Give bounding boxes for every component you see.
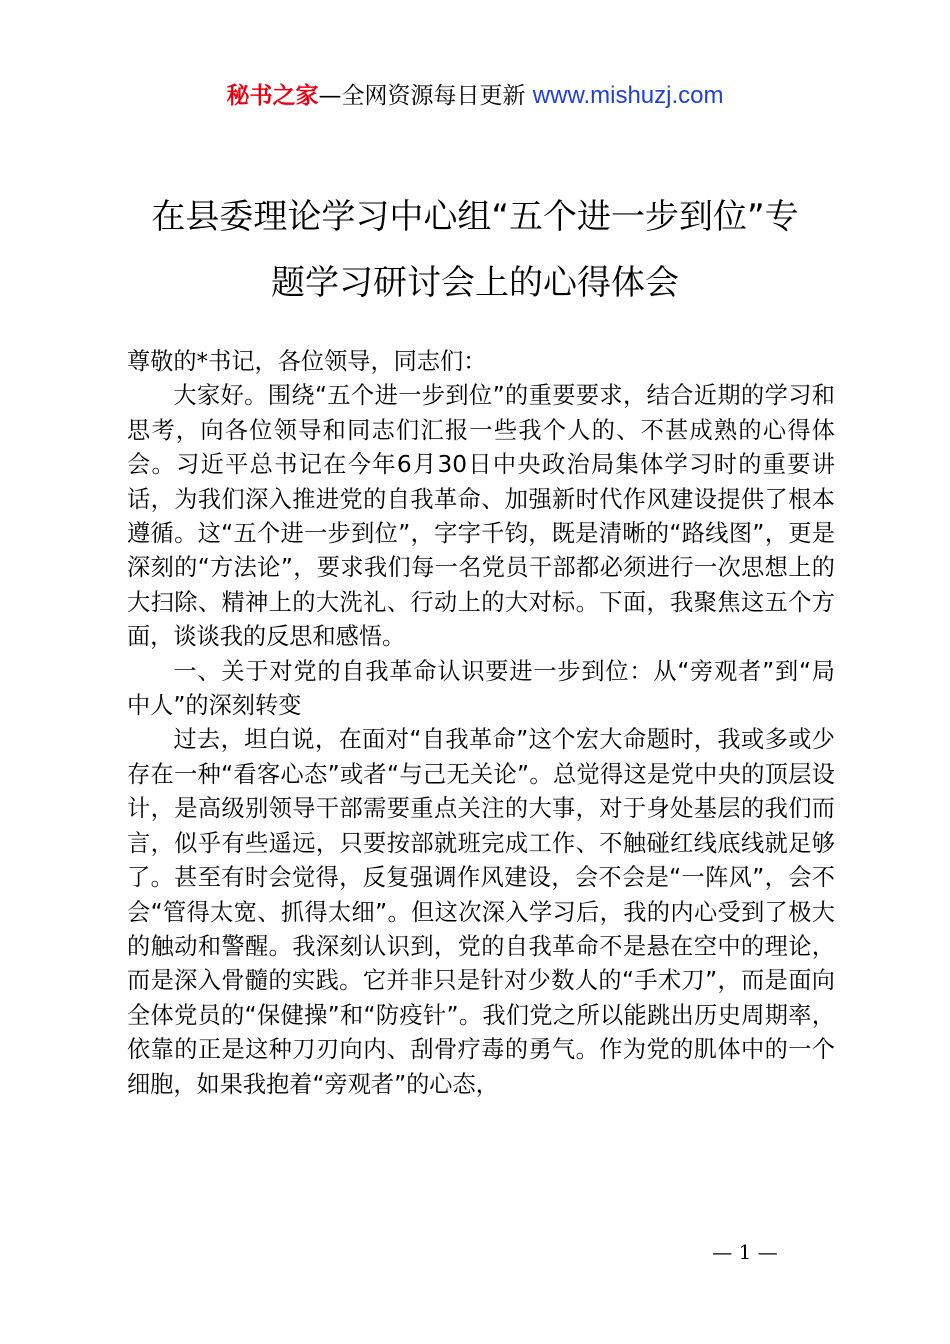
- body-paragraph-intro: 大家好。围绕“五个进一步到位”的重要要求，结合近期的学习和思考，向各位领导和同志们汇报一些我个人的、不甚成熟的心得体会。习近平总书记在今年6月30日中央政治局集体学习时的重要讲话，为我们深入推进党的自我革命、加强新时代作风建设提供了根本遵循。这“五个进一步到位”，字字千钧，既是清晰的“路线图”，更是深刻的“方法论”，要求我们每一名党员干部都必须进行一次思想上的大扫除、精神上的大洗礼、行动上的大对标。下面，我聚焦这五个方面，谈谈我的反思和感悟。: [127, 382, 835, 651]
- section-heading-1: 一、关于对党的自我革命认识要进一步到位：从“旁观者”到“局中人”的深刻转变: [127, 657, 835, 720]
- site-header: [0, 80, 950, 112]
- document-body: [127, 345, 835, 1102]
- document-title-line-2: 题学习研讨会上的心得体会: [271, 263, 679, 303]
- page-number: — 1 —: [712, 1240, 778, 1264]
- site-slogan: —全网资源每日更新: [318, 83, 533, 109]
- salutation: 尊敬的*书记，各位领导，同志们：: [127, 348, 487, 375]
- site-brand: 秘书之家: [226, 83, 319, 109]
- body-paragraph-section-1: 过去，坦白说，在面对“自我革命”这个宏大命题时，我或多或少存在一种“看客心态”或者“与己无关论”。总觉得这是党中央的顶层设计，是高级别领导干部需要重点关注的大事，对于身处基层的我们而言，似乎有些遥远，只要按部就班完成工作、不触碰红线底线就足够了。甚至有时会觉得，反复强调作风建设，会不会是“一阵风”，会不会“管得太宽、抓得太细”。但这次深入学习后，我的内心受到了极大的触动和警醒。我深刻认识到，党的自我革命不是悬在空中的理论，而是深入骨髓的实践。它并非只是针对少数人的“手术刀”，而是面向全体党员的“保健操”和“防疫针”。我们党之所以能跳出历史周期率，依靠的正是这种刀刃向内、刮骨疗毒的勇气。作为党的肌体中的一个细胞，如果我抱着“旁观者”的心态，: [127, 726, 835, 1098]
- site-url-link[interactable]: www.mishuzj.com: [532, 82, 724, 109]
- document-title-line-1: 在县委理论学习中心组“五个进一步到位”专: [151, 197, 799, 237]
- document-title: [110, 184, 840, 316]
